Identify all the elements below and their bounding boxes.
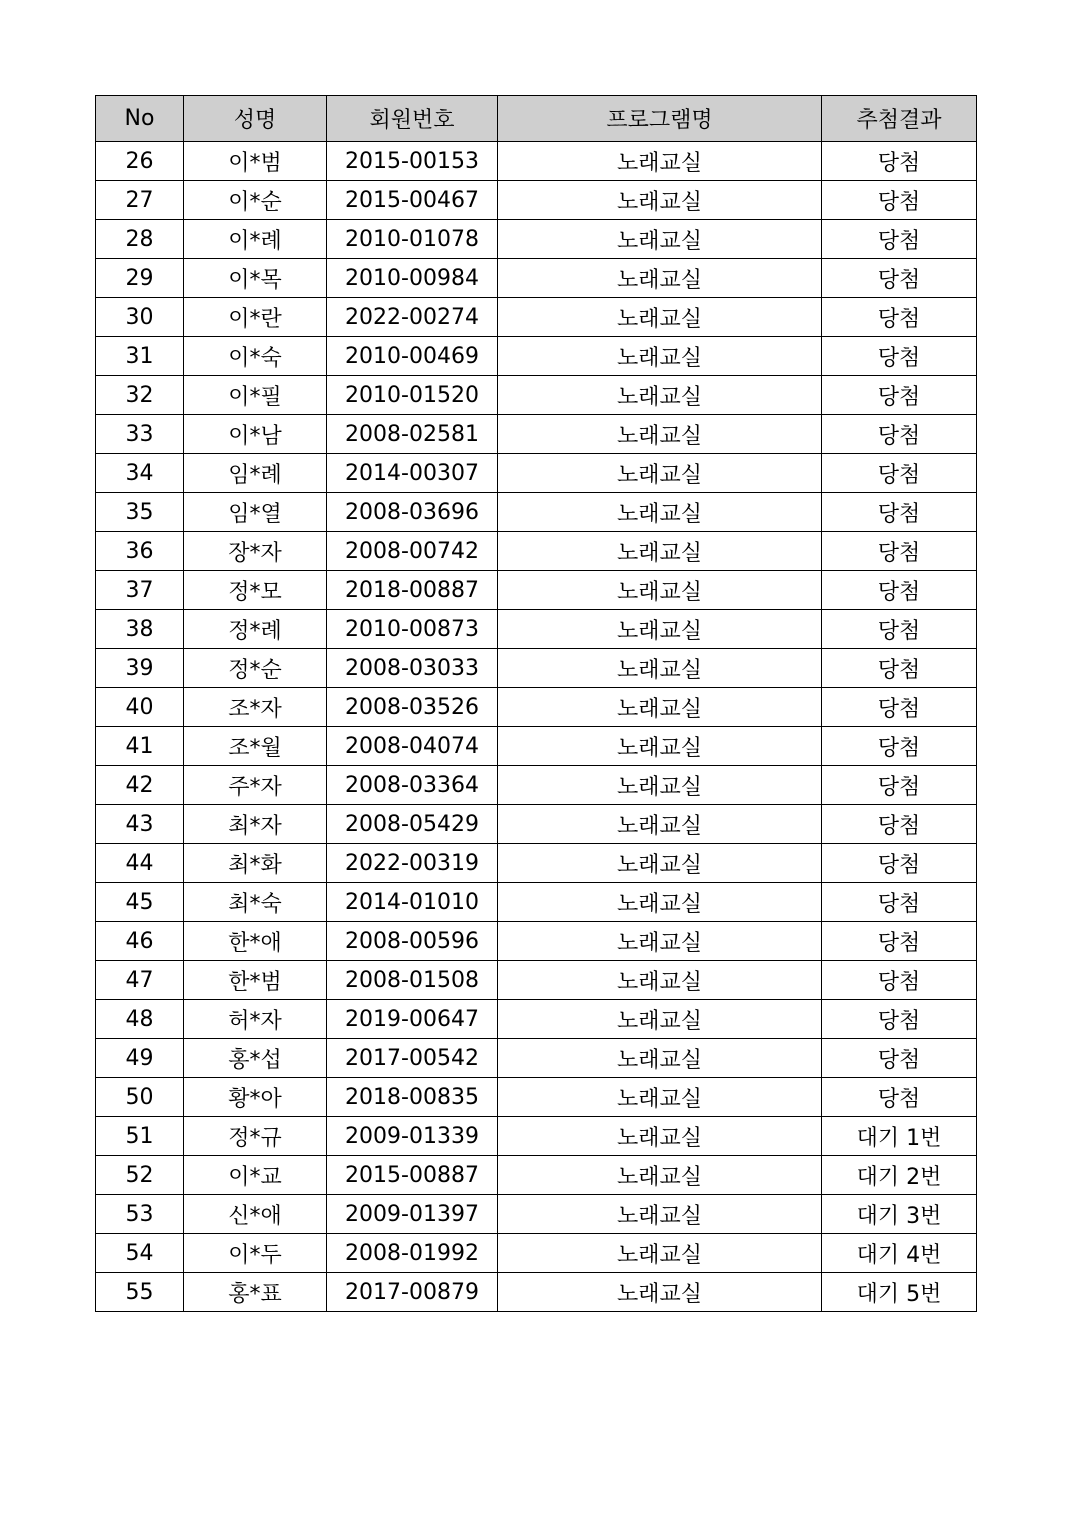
cell-member-no: 2015-00887: [327, 1156, 498, 1195]
cell-result: 대기 5번: [822, 1273, 977, 1312]
table-row: [96, 142, 977, 181]
table-row: [96, 727, 977, 766]
cell-program: 노래교실: [498, 1273, 822, 1312]
cell-program: 노래교실: [498, 1078, 822, 1117]
cell-name: 이*남: [184, 415, 327, 454]
cell-program: 노래교실: [498, 337, 822, 376]
lottery-results-table: [95, 95, 977, 1312]
cell-member-no: 2018-00887: [327, 571, 498, 610]
cell-result: 당첨: [822, 220, 977, 259]
cell-result: 당첨: [822, 883, 977, 922]
cell-result: 당첨: [822, 1078, 977, 1117]
table-row: [96, 844, 977, 883]
cell-program: 노래교실: [498, 1117, 822, 1156]
cell-program: 노래교실: [498, 883, 822, 922]
cell-no: 53: [96, 1195, 184, 1234]
cell-program: 노래교실: [498, 1156, 822, 1195]
cell-result: 당첨: [822, 376, 977, 415]
cell-no: 42: [96, 766, 184, 805]
cell-member-no: 2008-03364: [327, 766, 498, 805]
cell-no: 27: [96, 181, 184, 220]
cell-name: 신*애: [184, 1195, 327, 1234]
cell-program: 노래교실: [498, 220, 822, 259]
cell-no: 50: [96, 1078, 184, 1117]
table-row: [96, 1000, 977, 1039]
cell-program: 노래교실: [498, 454, 822, 493]
cell-program: 노래교실: [498, 961, 822, 1000]
cell-member-no: 2008-00742: [327, 532, 498, 571]
cell-no: 26: [96, 142, 184, 181]
cell-program: 노래교실: [498, 805, 822, 844]
cell-program: 노래교실: [498, 922, 822, 961]
table-row: [96, 1078, 977, 1117]
cell-program: 노래교실: [498, 727, 822, 766]
cell-member-no: 2008-02581: [327, 415, 498, 454]
cell-member-no: 2022-00319: [327, 844, 498, 883]
cell-no: 52: [96, 1156, 184, 1195]
cell-program: 노래교실: [498, 532, 822, 571]
cell-member-no: 2008-05429: [327, 805, 498, 844]
cell-name: 이*숙: [184, 337, 327, 376]
cell-result: 당첨: [822, 922, 977, 961]
cell-name: 주*자: [184, 766, 327, 805]
cell-name: 이*목: [184, 259, 327, 298]
cell-member-no: 2010-00984: [327, 259, 498, 298]
cell-result: 당첨: [822, 727, 977, 766]
cell-name: 이*순: [184, 181, 327, 220]
cell-result: 당첨: [822, 649, 977, 688]
cell-name: 조*월: [184, 727, 327, 766]
cell-no: 32: [96, 376, 184, 415]
cell-program: 노래교실: [498, 376, 822, 415]
cell-no: 48: [96, 1000, 184, 1039]
cell-program: 노래교실: [498, 649, 822, 688]
cell-no: 33: [96, 415, 184, 454]
cell-result: 당첨: [822, 181, 977, 220]
table-row: [96, 688, 977, 727]
cell-member-no: 2008-04074: [327, 727, 498, 766]
header-member-no: 회원번호: [327, 96, 498, 142]
cell-program: 노래교실: [498, 1234, 822, 1273]
header-row: [96, 96, 977, 142]
cell-no: 30: [96, 298, 184, 337]
table-row: [96, 1273, 977, 1312]
cell-name: 이*례: [184, 220, 327, 259]
table-row: [96, 532, 977, 571]
cell-result: 당첨: [822, 610, 977, 649]
table-row: [96, 649, 977, 688]
cell-no: 41: [96, 727, 184, 766]
cell-result: 당첨: [822, 298, 977, 337]
table-row: [96, 1234, 977, 1273]
table-row: [96, 1195, 977, 1234]
cell-result: 당첨: [822, 415, 977, 454]
cell-no: 36: [96, 532, 184, 571]
cell-member-no: 2010-00873: [327, 610, 498, 649]
cell-name: 허*자: [184, 1000, 327, 1039]
cell-program: 노래교실: [498, 493, 822, 532]
cell-no: 28: [96, 220, 184, 259]
cell-no: 45: [96, 883, 184, 922]
table-row: [96, 1156, 977, 1195]
cell-no: 44: [96, 844, 184, 883]
cell-member-no: 2008-00596: [327, 922, 498, 961]
cell-no: 54: [96, 1234, 184, 1273]
cell-member-no: 2019-00647: [327, 1000, 498, 1039]
table-row: [96, 415, 977, 454]
cell-member-no: 2008-03696: [327, 493, 498, 532]
cell-no: 46: [96, 922, 184, 961]
table-row: [96, 883, 977, 922]
cell-name: 정*례: [184, 610, 327, 649]
table-row: [96, 298, 977, 337]
cell-result: 당첨: [822, 142, 977, 181]
cell-name: 정*모: [184, 571, 327, 610]
table-row: [96, 1117, 977, 1156]
table-row: [96, 259, 977, 298]
cell-result: 당첨: [822, 1039, 977, 1078]
cell-program: 노래교실: [498, 1195, 822, 1234]
cell-name: 이*범: [184, 142, 327, 181]
cell-member-no: 2014-01010: [327, 883, 498, 922]
cell-member-no: 2008-01508: [327, 961, 498, 1000]
cell-result: 당첨: [822, 805, 977, 844]
table-row: [96, 805, 977, 844]
table-row: [96, 376, 977, 415]
cell-result: 당첨: [822, 259, 977, 298]
cell-result: 대기 4번: [822, 1234, 977, 1273]
table-row: [96, 1039, 977, 1078]
table-row: [96, 337, 977, 376]
cell-member-no: 2010-01078: [327, 220, 498, 259]
cell-no: 55: [96, 1273, 184, 1312]
cell-program: 노래교실: [498, 571, 822, 610]
cell-result: 당첨: [822, 337, 977, 376]
cell-name: 홍*섭: [184, 1039, 327, 1078]
table-row: [96, 454, 977, 493]
cell-no: 38: [96, 610, 184, 649]
cell-result: 당첨: [822, 844, 977, 883]
cell-program: 노래교실: [498, 844, 822, 883]
table-row: [96, 922, 977, 961]
cell-program: 노래교실: [498, 259, 822, 298]
cell-name: 정*규: [184, 1117, 327, 1156]
cell-no: 47: [96, 961, 184, 1000]
cell-result: 당첨: [822, 961, 977, 1000]
cell-name: 한*애: [184, 922, 327, 961]
cell-name: 최*자: [184, 805, 327, 844]
cell-name: 최*숙: [184, 883, 327, 922]
cell-name: 이*필: [184, 376, 327, 415]
cell-member-no: 2015-00467: [327, 181, 498, 220]
cell-name: 최*화: [184, 844, 327, 883]
table-row: [96, 571, 977, 610]
cell-no: 31: [96, 337, 184, 376]
cell-member-no: 2015-00153: [327, 142, 498, 181]
cell-no: 34: [96, 454, 184, 493]
cell-program: 노래교실: [498, 298, 822, 337]
cell-program: 노래교실: [498, 766, 822, 805]
cell-member-no: 2009-01397: [327, 1195, 498, 1234]
cell-result: 당첨: [822, 532, 977, 571]
table-row: [96, 610, 977, 649]
cell-program: 노래교실: [498, 1000, 822, 1039]
cell-member-no: 2014-00307: [327, 454, 498, 493]
cell-member-no: 2010-00469: [327, 337, 498, 376]
cell-no: 39: [96, 649, 184, 688]
cell-name: 홍*표: [184, 1273, 327, 1312]
cell-name: 이*두: [184, 1234, 327, 1273]
cell-name: 장*자: [184, 532, 327, 571]
table-body: [96, 142, 977, 1312]
cell-member-no: 2010-01520: [327, 376, 498, 415]
header-name: 성명: [184, 96, 327, 142]
cell-name: 임*열: [184, 493, 327, 532]
cell-program: 노래교실: [498, 688, 822, 727]
cell-member-no: 2008-03526: [327, 688, 498, 727]
table-header: [96, 96, 977, 142]
cell-member-no: 2009-01339: [327, 1117, 498, 1156]
table-row: [96, 493, 977, 532]
cell-result: 당첨: [822, 493, 977, 532]
cell-name: 한*범: [184, 961, 327, 1000]
table-row: [96, 220, 977, 259]
cell-name: 임*례: [184, 454, 327, 493]
header-result: 추첨결과: [822, 96, 977, 142]
cell-no: 37: [96, 571, 184, 610]
header-program: 프로그램명: [498, 96, 822, 142]
cell-program: 노래교실: [498, 610, 822, 649]
cell-no: 49: [96, 1039, 184, 1078]
cell-result: 대기 1번: [822, 1117, 977, 1156]
cell-program: 노래교실: [498, 415, 822, 454]
header-no: No: [96, 96, 184, 142]
cell-member-no: 2022-00274: [327, 298, 498, 337]
cell-result: 당첨: [822, 571, 977, 610]
cell-member-no: 2017-00879: [327, 1273, 498, 1312]
cell-member-no: 2017-00542: [327, 1039, 498, 1078]
table-row: [96, 961, 977, 1000]
cell-program: 노래교실: [498, 1039, 822, 1078]
cell-no: 40: [96, 688, 184, 727]
cell-result: 대기 3번: [822, 1195, 977, 1234]
cell-name: 황*아: [184, 1078, 327, 1117]
cell-result: 당첨: [822, 1000, 977, 1039]
cell-no: 29: [96, 259, 184, 298]
cell-name: 이*란: [184, 298, 327, 337]
cell-program: 노래교실: [498, 142, 822, 181]
cell-result: 당첨: [822, 766, 977, 805]
cell-result: 당첨: [822, 688, 977, 727]
cell-member-no: 2018-00835: [327, 1078, 498, 1117]
table-row: [96, 766, 977, 805]
cell-result: 대기 2번: [822, 1156, 977, 1195]
cell-program: 노래교실: [498, 181, 822, 220]
cell-member-no: 2008-01992: [327, 1234, 498, 1273]
cell-no: 43: [96, 805, 184, 844]
cell-name: 정*순: [184, 649, 327, 688]
cell-no: 35: [96, 493, 184, 532]
cell-member-no: 2008-03033: [327, 649, 498, 688]
cell-no: 51: [96, 1117, 184, 1156]
cell-name: 이*교: [184, 1156, 327, 1195]
table-row: [96, 181, 977, 220]
cell-result: 당첨: [822, 454, 977, 493]
cell-name: 조*자: [184, 688, 327, 727]
